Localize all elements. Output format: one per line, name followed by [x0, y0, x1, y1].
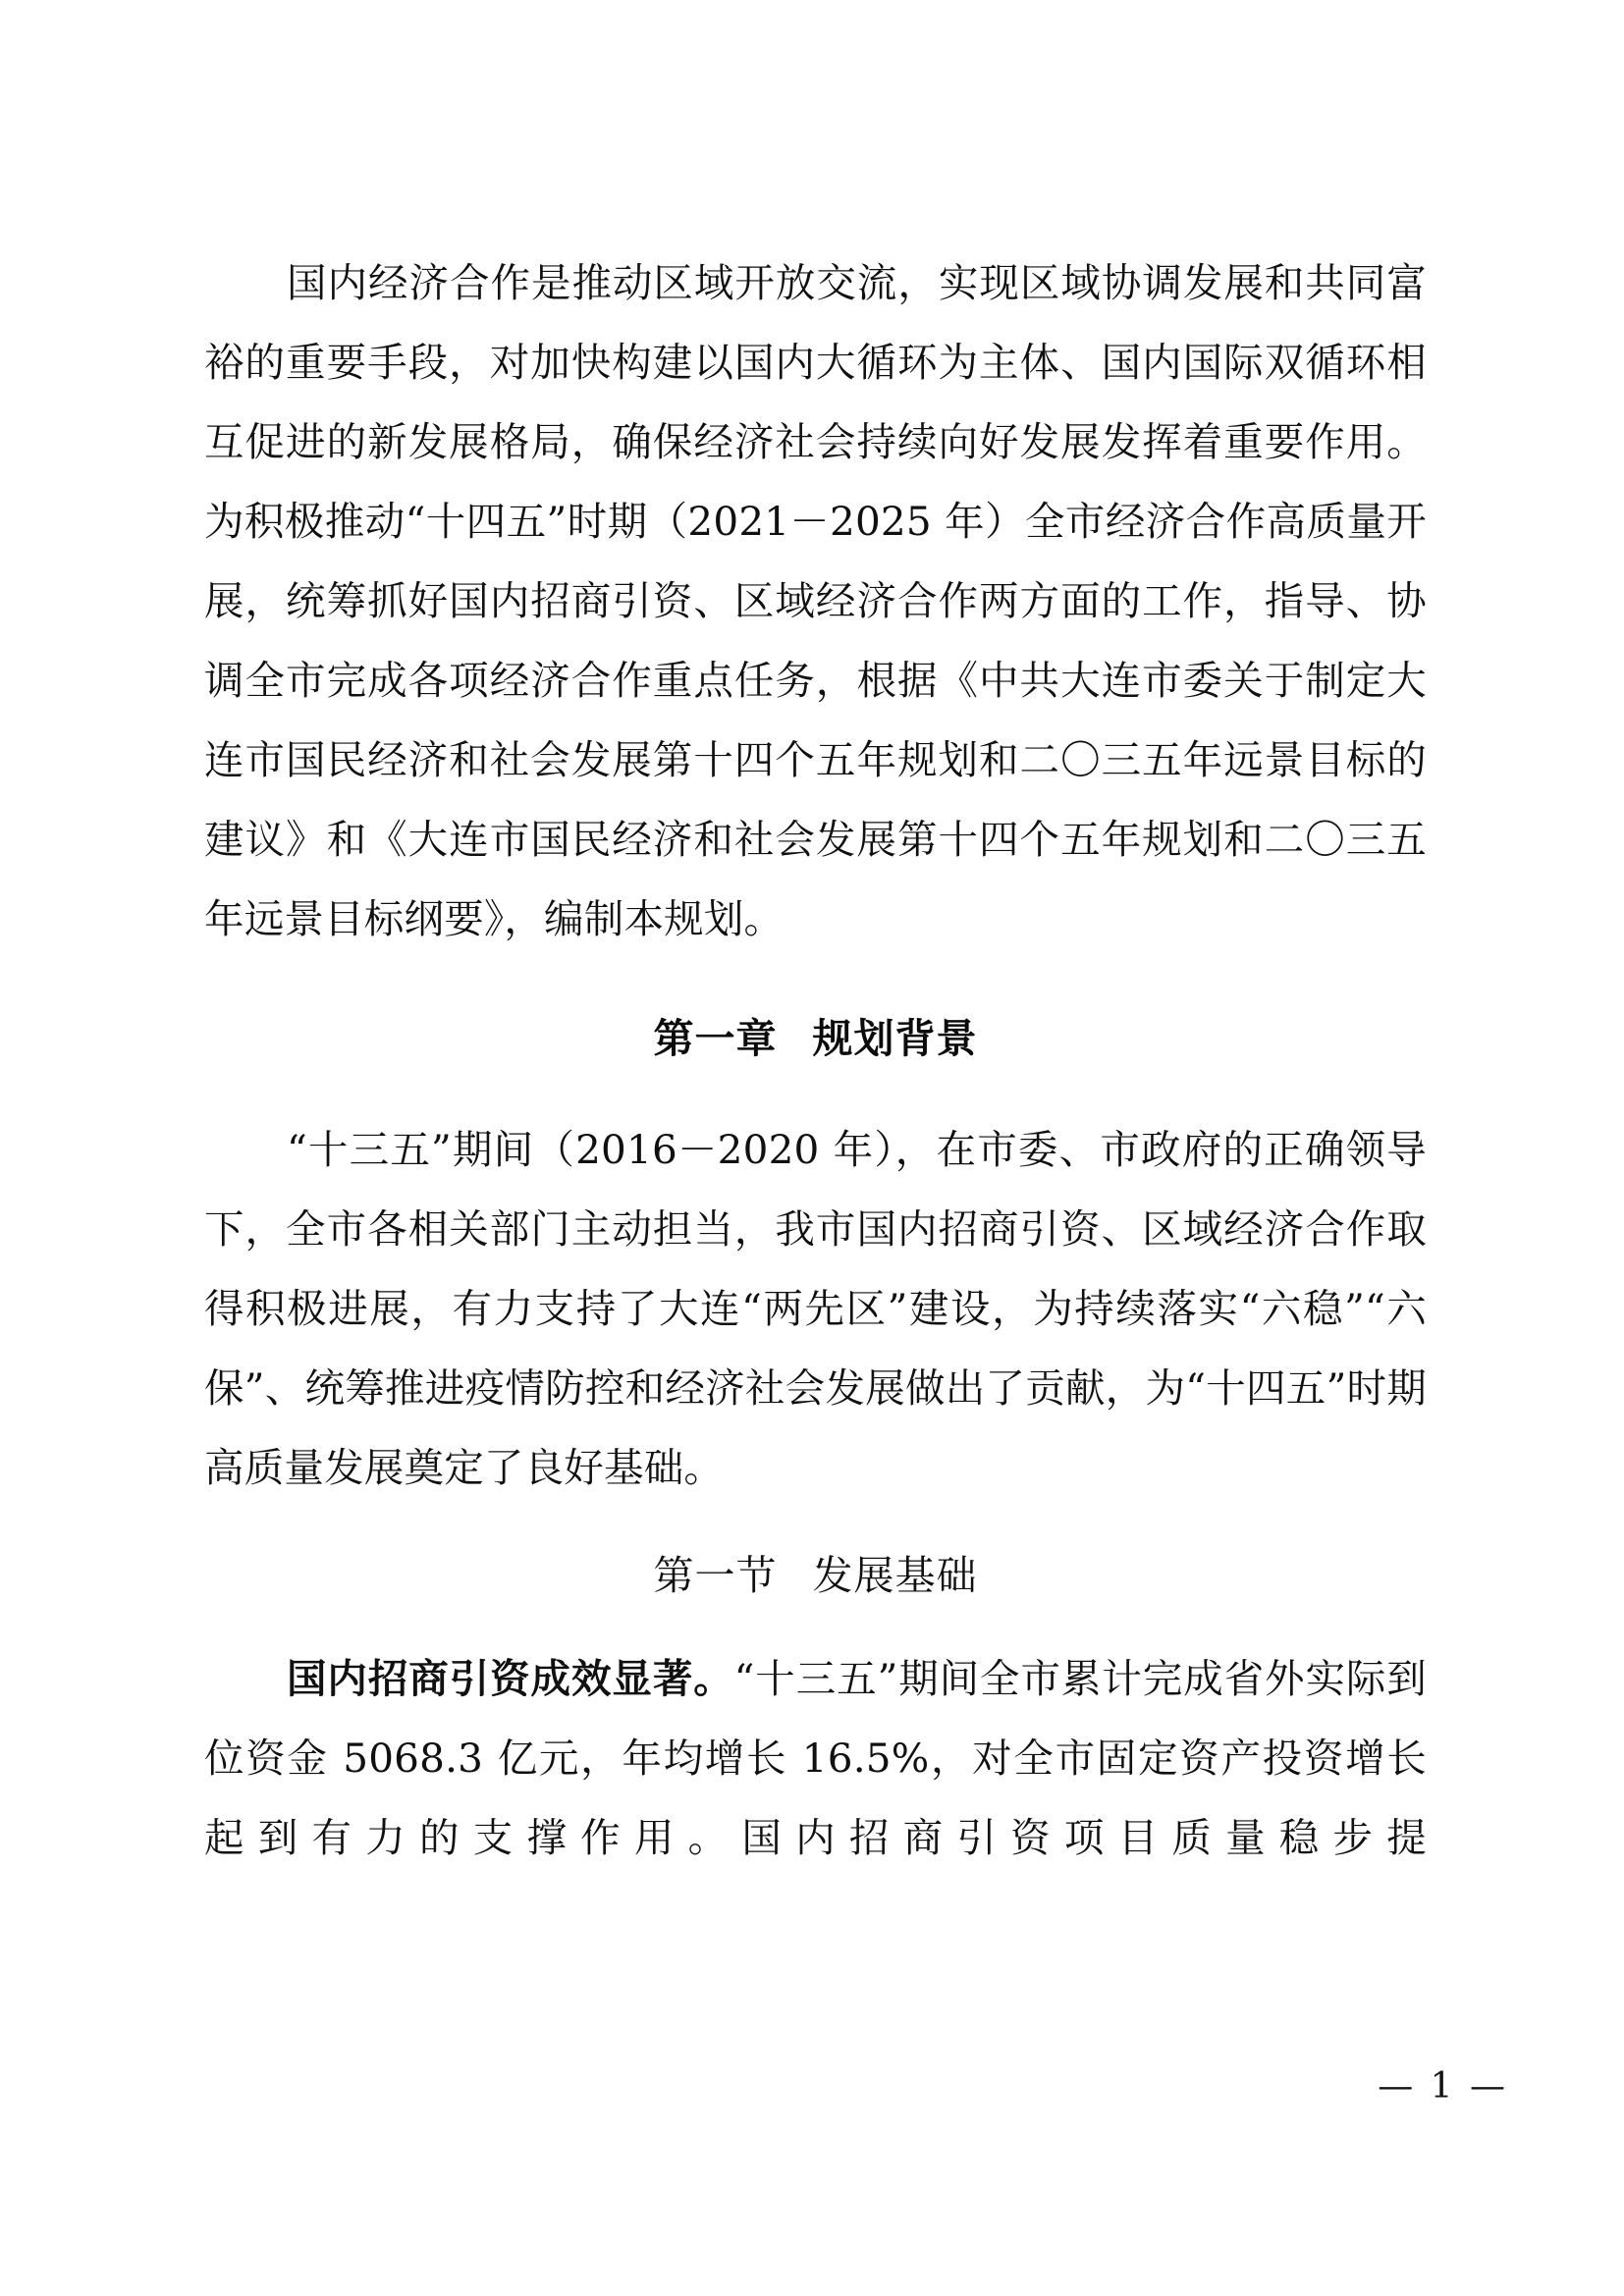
- paragraph-lead-in: 国内招商引资成效显著。: [287, 1655, 734, 1702]
- spacer-after-chapter-heading: [204, 1077, 1427, 1110]
- page-content: [204, 243, 1427, 1878]
- spacer-after-section-heading: [204, 1614, 1427, 1639]
- section-title: 发展基础: [812, 1552, 978, 1599]
- chapter-heading-1: [204, 1000, 1427, 1077]
- chapter-title: 规划背景: [812, 1015, 978, 1062]
- paragraph-background: “十三五”期间（2016－2020 年），在市委、市政府的正确领导下，全市各相关部门主动担当，我市国内招商引资、区域经济合作取得积极进展，有力支持了大连“两先区”建设，为持续落实“六稳”“六保”、统筹推进疫情防控和经济社会发展做出了贡献，为“十四五”时期高质量发展奠定了良好基础。: [204, 1126, 1427, 1491]
- paragraph-body-text: “十三五”期间全市累计完成省外实际到位资金 5068.3 亿元，年均增长 16.5%，对全市固定资产投资增长起到有力的支撑作用。国内招商引资项目质量稳步提: [204, 1655, 1427, 1861]
- paragraph-development-basis: [204, 1639, 1427, 1878]
- section-number: 第一节: [653, 1552, 778, 1599]
- spacer-before-chapter-heading: [204, 959, 1427, 1000]
- chapter-number: 第一章: [653, 1015, 778, 1062]
- spacer-before-section-heading: [204, 1508, 1427, 1537]
- section-heading-1: [204, 1537, 1427, 1614]
- page-number: — 1 —: [1378, 2066, 1508, 2107]
- paragraph-intro: 国内经济合作是推动区域开放交流，实现区域协调发展和共同富裕的重要手段，对加快构建以国内大循环为主体、国内国际双循环相互促进的新发展格局，确保经济社会持续向好发展发挥着重要作用。为积极推动“十四五”时期（2021－2025 年）全市经济合作高质量开展，统筹抓好国内招商引资、区域经济合作两方面的工作，指导、协调全市完成各项经济合作重点任务，根据《中共大连市委关于制定大连市国民经济和社会发展第十四个五年规划和二〇三五年远景目标的建议》和《大连市国民经济和社会发展第十四个五年规划和二〇三五年远景目标纲要》，编制本规划。: [204, 259, 1427, 942]
